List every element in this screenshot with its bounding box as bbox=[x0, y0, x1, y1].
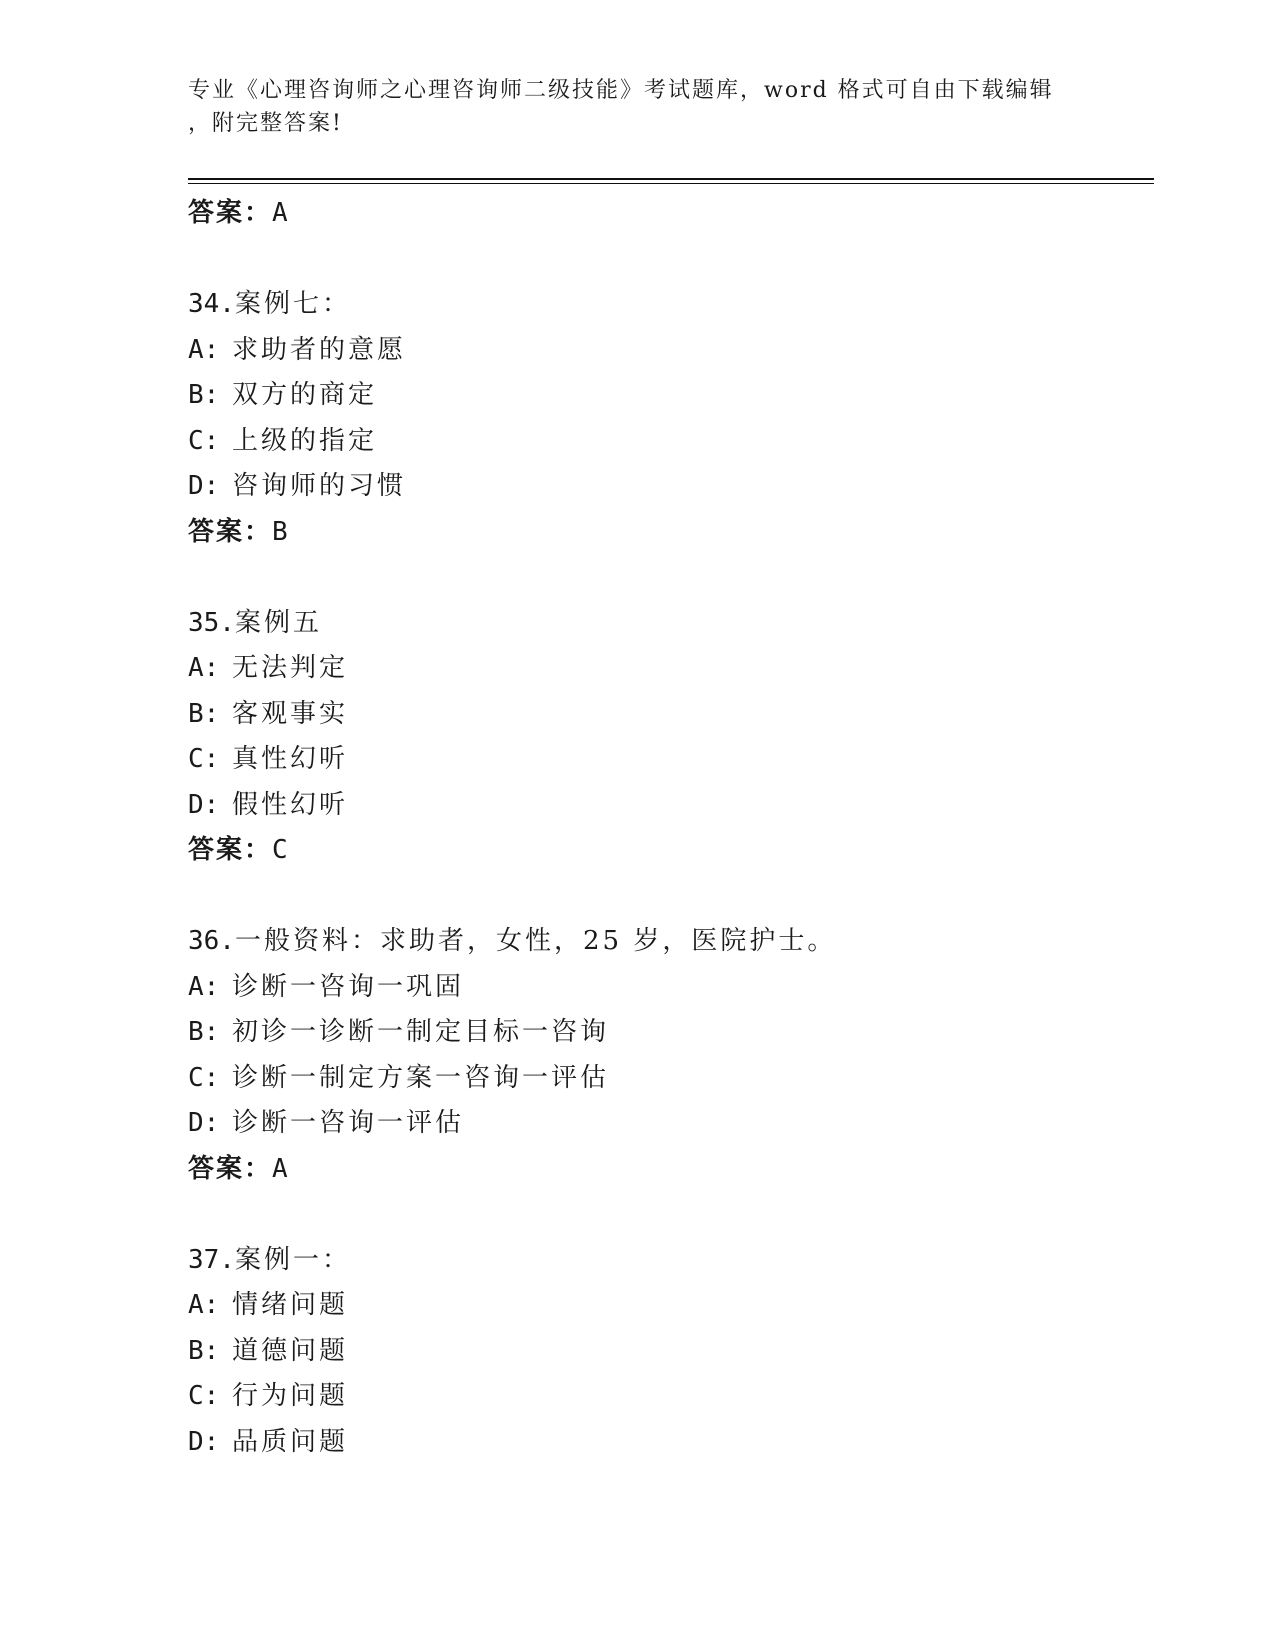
option-text: 无法判定 bbox=[232, 653, 349, 683]
answer-label: 答案： bbox=[188, 198, 273, 228]
question-block bbox=[188, 1238, 1148, 1466]
question-stem: 案例七： bbox=[234, 289, 351, 319]
option-item bbox=[188, 373, 1148, 419]
header-line-2: ，附完整答案! bbox=[188, 111, 343, 136]
answer-label: 答案： bbox=[188, 516, 273, 547]
option-key: A: bbox=[188, 1290, 220, 1320]
question-number: 37. bbox=[188, 1244, 235, 1275]
question-list bbox=[188, 191, 1148, 1465]
option-item bbox=[188, 965, 1148, 1011]
question-text bbox=[188, 1238, 1148, 1284]
header-rule-thick bbox=[188, 178, 1154, 180]
question-number: 34. bbox=[188, 289, 235, 319]
question-text bbox=[188, 282, 1148, 328]
option-item bbox=[188, 737, 1148, 783]
option-text: 真性幻听 bbox=[232, 744, 349, 774]
option-item bbox=[188, 1056, 1148, 1102]
question-number: 35. bbox=[188, 607, 235, 638]
option-item bbox=[188, 783, 1148, 829]
option-key: B: bbox=[188, 698, 220, 729]
option-key: A: bbox=[188, 653, 220, 683]
option-text: 假性幻听 bbox=[232, 789, 349, 820]
option-key: A: bbox=[188, 971, 220, 1002]
option-item bbox=[188, 419, 1148, 465]
option-key: C: bbox=[188, 425, 220, 456]
answer-value: A bbox=[272, 198, 290, 228]
question-stem: 案例五 bbox=[234, 607, 322, 638]
question-stem: 一般资料：求助者，女性，25 岁，医院护士。 bbox=[234, 926, 837, 956]
option-item bbox=[188, 1374, 1148, 1420]
document-header bbox=[188, 74, 1068, 140]
option-text: 客观事实 bbox=[232, 698, 349, 729]
answer-label: 答案： bbox=[188, 835, 273, 865]
question-block bbox=[188, 601, 1148, 874]
option-item bbox=[188, 464, 1148, 510]
question-block bbox=[188, 919, 1148, 1192]
option-text: 诊断一制定方案一咨询一评估 bbox=[232, 1062, 610, 1093]
option-key: B: bbox=[188, 1335, 220, 1366]
option-text: 上级的指定 bbox=[232, 425, 378, 456]
option-key: D: bbox=[188, 471, 220, 501]
option-text: 道德问题 bbox=[232, 1335, 349, 1366]
option-text: 诊断一咨询一巩固 bbox=[232, 971, 465, 1002]
answer-line bbox=[188, 1147, 1148, 1192]
option-key: B: bbox=[188, 1017, 220, 1047]
question-text bbox=[188, 919, 1148, 965]
option-text: 求助者的意愿 bbox=[232, 334, 407, 365]
option-item bbox=[188, 1101, 1148, 1147]
answer-label: 答案： bbox=[188, 1153, 273, 1184]
option-item bbox=[188, 692, 1148, 738]
option-key: B: bbox=[188, 380, 220, 410]
question-stem: 案例一： bbox=[234, 1244, 351, 1275]
option-text: 诊断一咨询一评估 bbox=[232, 1108, 465, 1138]
option-key: C: bbox=[188, 1062, 220, 1093]
option-key: D: bbox=[188, 1426, 220, 1457]
option-item bbox=[188, 1329, 1148, 1375]
answer-value: C bbox=[272, 835, 290, 865]
option-text: 双方的商定 bbox=[232, 380, 378, 410]
answer-value: B bbox=[272, 516, 290, 547]
question-spacer bbox=[188, 873, 1148, 919]
answer-value: A bbox=[272, 1153, 290, 1184]
question-spacer bbox=[188, 555, 1148, 601]
option-item bbox=[188, 1283, 1148, 1329]
question-spacer bbox=[188, 1192, 1148, 1238]
option-text: 品质问题 bbox=[232, 1426, 349, 1457]
option-key: C: bbox=[188, 744, 220, 774]
question-spacer bbox=[188, 236, 1148, 282]
header-rule-thin bbox=[188, 183, 1154, 184]
question-text bbox=[188, 601, 1148, 647]
option-key: D: bbox=[188, 789, 220, 820]
option-item bbox=[188, 328, 1148, 374]
option-item bbox=[188, 646, 1148, 692]
option-key: A: bbox=[188, 334, 220, 365]
option-text: 情绪问题 bbox=[232, 1290, 349, 1320]
option-key: C: bbox=[188, 1381, 220, 1411]
option-text: 行为问题 bbox=[232, 1381, 349, 1411]
answer-line bbox=[188, 191, 1148, 236]
option-item bbox=[188, 1010, 1148, 1056]
answer-line bbox=[188, 828, 1148, 873]
option-key: D: bbox=[188, 1108, 220, 1138]
option-text: 初诊一诊断一制定目标一咨询 bbox=[232, 1017, 610, 1047]
question-block bbox=[188, 282, 1148, 555]
answer-line bbox=[188, 510, 1148, 555]
option-item bbox=[188, 1420, 1148, 1466]
question-number: 36. bbox=[188, 926, 235, 956]
option-text: 咨询师的习惯 bbox=[232, 471, 407, 501]
header-line-1: 专业《心理咨询师之心理咨询师二级技能》考试题库，word 格式可自由下载编辑 bbox=[188, 78, 1054, 103]
